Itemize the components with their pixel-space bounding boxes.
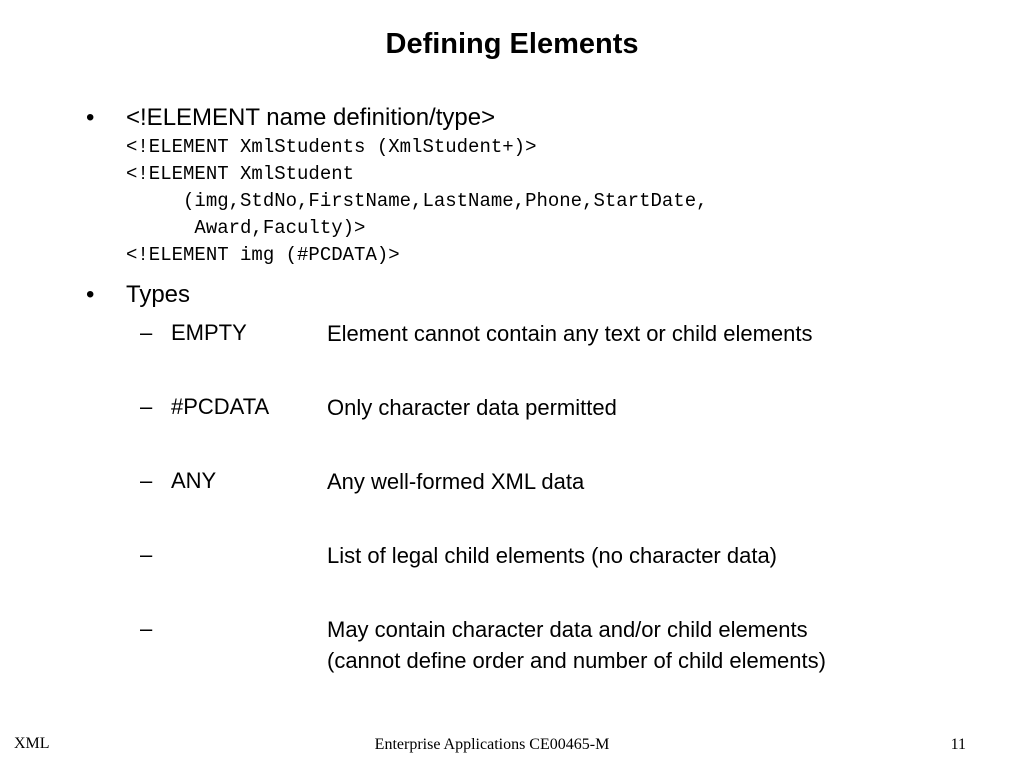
sub-item-dash: – [140, 394, 153, 419]
type-desc-children: List of legal child elements (no character data) [327, 543, 778, 568]
type-term-any: ANY [171, 468, 217, 493]
type-desc-pcdata: Only character data permitted [327, 395, 617, 420]
type-desc-mixed-line1: May contain character data and/or child elements [327, 617, 808, 642]
code-line: Award,Faculty)> [126, 217, 366, 239]
bullet-marker: • [86, 104, 95, 131]
type-desc-any: Any well-formed XML data [327, 469, 585, 494]
bullet-element-syntax: <!ELEMENT name definition/type> [126, 104, 496, 131]
sub-item-dash: – [140, 320, 153, 345]
type-term-pcdata: #PCDATA [171, 394, 270, 419]
type-desc-empty: Element cannot contain any text or child elements [327, 321, 813, 346]
sub-item-dash: – [140, 542, 153, 567]
sub-item-dash: – [140, 468, 153, 493]
footer-topic: XML [14, 735, 50, 752]
sub-item-dash: – [140, 616, 153, 641]
footer-course: Enterprise Applications CE00465-M [374, 736, 610, 753]
page-number: 11 [950, 736, 966, 753]
slide-title: Defining Elements [385, 28, 639, 60]
code-line: (img,StdNo,FirstName,LastName,Phone,StartDate, [126, 190, 708, 212]
code-line: <!ELEMENT XmlStudent [126, 163, 355, 185]
type-term-empty: EMPTY [171, 320, 247, 345]
bullet-types: Types [126, 281, 191, 308]
code-line: <!ELEMENT img (#PCDATA)> [126, 244, 400, 266]
type-desc-mixed-line2: (cannot define order and number of child elements) [327, 648, 826, 673]
code-line: <!ELEMENT XmlStudents (XmlStudent+)> [126, 136, 537, 158]
bullet-marker: • [86, 281, 95, 308]
